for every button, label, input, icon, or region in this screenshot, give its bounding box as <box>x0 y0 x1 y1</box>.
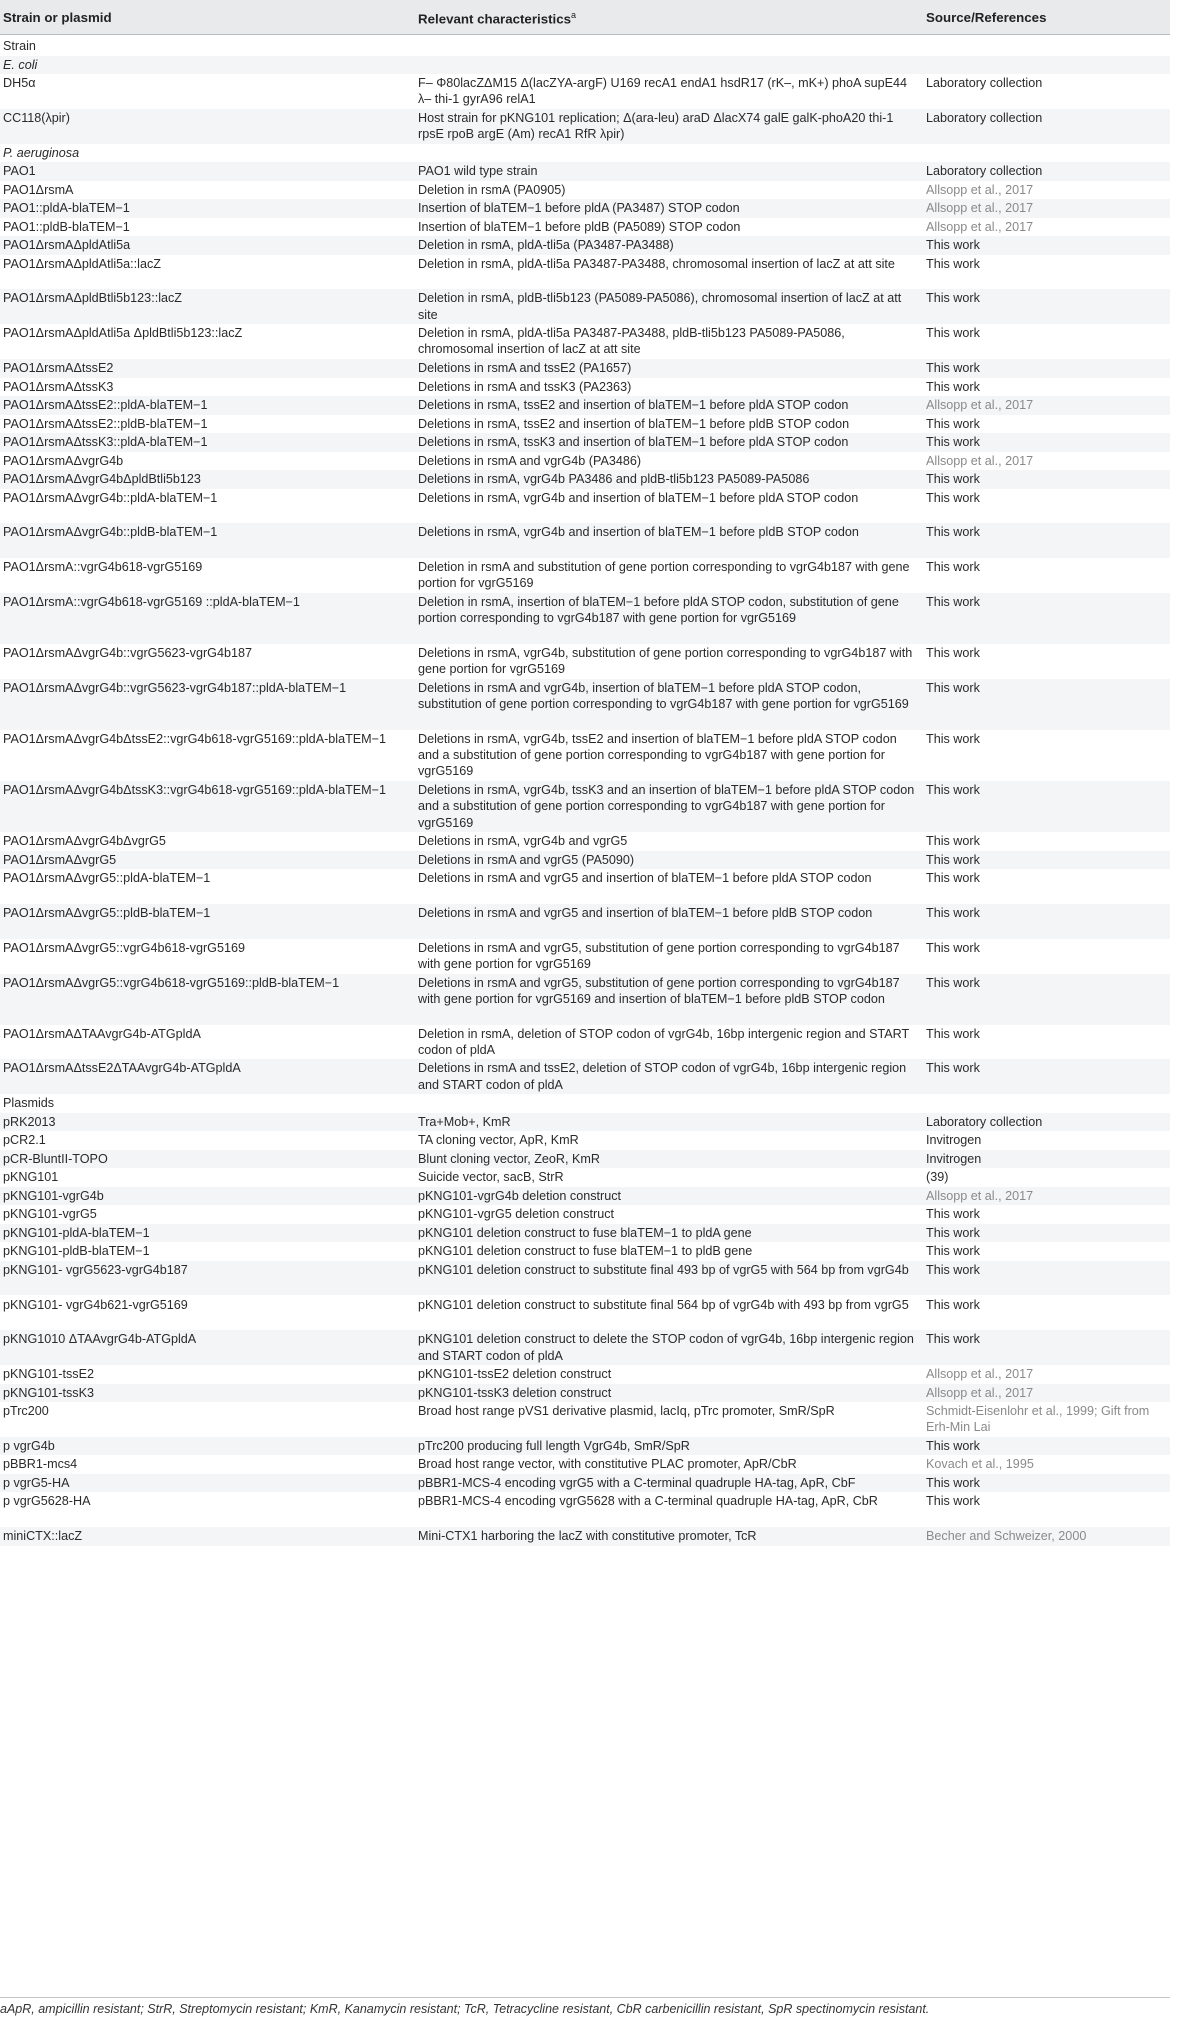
table-row <box>0 781 1170 832</box>
strain-name-cell: PAO1::pldB-blaTEM−1 <box>3 219 130 234</box>
strain-name-cell: CC118(λpir) <box>3 110 70 125</box>
table-row <box>0 1437 1170 1456</box>
characteristics-cell: Deletions in rsmA and tssK3 (PA2363) <box>418 379 632 394</box>
source-cell: Allsopp et al., 2017 <box>926 1188 1034 1203</box>
characteristics-cell: Deletions in rsmA and vgrG5 and insertion of blaTEM−1 before pldB STOP codon <box>418 905 873 920</box>
table-row <box>0 1365 1170 1384</box>
strain-name-cell: PAO1ΔrsmAΔvgrG5::pldA-blaTEM−1 <box>3 871 211 886</box>
source-cell: Allsopp et al., 2017 <box>926 182 1034 197</box>
table-row <box>0 1492 1170 1527</box>
source-cell: Becher and Schweizer, 2000 <box>926 1529 1087 1544</box>
table-row <box>0 679 1170 730</box>
characteristics-cell: Deletions in rsmA and vgrG5, substitution of gene portion corresponding to vgrG4b187 with gene portion for vgrG5169 and insertion of blaTEM−1 before pldB STOP codon <box>418 975 900 1006</box>
strain-name-cell: PAO1 <box>3 164 36 179</box>
strain-name-cell: p vgrG5-HA <box>3 1475 70 1490</box>
source-cell: (39) <box>926 1170 949 1185</box>
strain-name-cell: pKNG101-vgrG5 <box>3 1207 97 1222</box>
strain-name-cell: pCR-BluntII-TOPO <box>3 1151 108 1166</box>
table-row <box>0 523 1170 558</box>
strain-name-cell: PAO1ΔrsmAΔvgrG4b <box>3 453 124 468</box>
table-row <box>0 1242 1170 1261</box>
strain-name-cell: p vgrG4b <box>3 1438 55 1453</box>
source-cell: This work <box>926 905 980 920</box>
table-row <box>0 1150 1170 1169</box>
strain-name-cell: PAO1ΔrsmAΔvgrG5 <box>3 852 117 867</box>
header-characteristics-label: Relevant characteristics <box>418 11 571 27</box>
table-row <box>0 593 1170 644</box>
source-cell: Schmidt-Eisenlohr et al., 1999; Gift from Erh-Min Lai <box>926 1404 1150 1435</box>
strain-name-cell: PAO1ΔrsmAΔtssE2::pldB-blaTEM−1 <box>3 416 208 431</box>
header-source: Source/References <box>926 10 1047 25</box>
source-cell: Allsopp et al., 2017 <box>926 219 1034 234</box>
table-row <box>0 489 1170 524</box>
table-row <box>0 218 1170 237</box>
characteristics-cell: Deletion in rsmA (PA0905) <box>418 182 566 197</box>
source-cell: Laboratory collection <box>926 1114 1043 1129</box>
strain-name-cell: PAO1ΔrsmAΔvgrG4bΔvgrG5 <box>3 834 166 849</box>
table-row <box>0 378 1170 397</box>
source-cell: This work <box>926 834 980 849</box>
strain-name-cell: p vgrG5628-HA <box>3 1494 91 1509</box>
strain-name-cell: PAO1ΔrsmAΔtssE2ΔTAAvgrG4b-ATGpldA <box>3 1061 241 1076</box>
characteristics-cell: Deletions in rsmA and tssE2 (PA1657) <box>418 361 632 375</box>
strain-name-cell: PAO1ΔrsmAΔpldAtli5a <box>3 238 131 253</box>
source-cell: Invitrogen <box>926 1133 982 1148</box>
table-row <box>0 1059 1170 1094</box>
table-row <box>0 433 1170 452</box>
strain-name-cell: pRK2013 <box>3 1114 56 1129</box>
strain-name-cell: PAO1ΔrsmAΔtssE2 <box>3 361 114 375</box>
characteristics-cell: Broad host range vector, with constitutive PLAC promoter, ApR/CbR <box>418 1457 797 1472</box>
strain-name-cell: pBBR1-mcs4 <box>3 1457 78 1472</box>
characteristics-cell: pKNG101 deletion construct to fuse blaTEM−1 to pldA gene <box>418 1225 752 1240</box>
table-row <box>0 109 1170 144</box>
characteristics-cell: Deletions in rsmA and tssE2, deletion of STOP codon of vgrG4b, 16bp intergenic region and START codon of pldA <box>418 1061 907 1092</box>
characteristics-cell: Deletions in rsmA and vgrG4b (PA3486) <box>418 453 642 468</box>
strain-name-cell: pKNG101- vgrG5623-vgrG4b187 <box>3 1262 188 1277</box>
table-footnote: aApR, ampicillin resistant; StrR, Streptomycin resistant; KmR, Kanamycin resistant; TcR, Tetracycline resistant, CbR carbenicillin resistant, SpR spectinomycin resistant. <box>0 1997 1170 2016</box>
strain-name-cell: PAO1ΔrsmAΔvgrG5::pldB-blaTEM−1 <box>3 905 211 920</box>
source-cell: This work <box>926 1262 980 1277</box>
strain-name-cell: PAO1ΔrsmAΔvgrG4b::vgrG5623-vgrG4b187 <box>3 646 252 660</box>
characteristics-cell: TA cloning vector, ApR, KmR <box>418 1133 579 1148</box>
section-label: Plasmids <box>3 1096 55 1111</box>
characteristics-cell: Deletion in rsmA, pldA-tli5a PA3487-PA3488, pldB-tli5b123 PA5089-PA5086, chromosomal insertion of lacZ at att site <box>418 326 845 357</box>
table-row <box>0 730 1170 781</box>
table-row <box>0 415 1170 434</box>
source-cell: This work <box>926 525 980 540</box>
characteristics-cell: Deletions in rsmA and vgrG4b, insertion of blaTEM−1 before pldA STOP codon, substitution of gene portion corresponding to vgrG4b187 with gene portion for vgrG5169 <box>418 680 909 712</box>
source-cell: This work <box>926 731 980 746</box>
section-row <box>0 56 1170 75</box>
table-row <box>0 289 1170 324</box>
source-cell: This work <box>926 1332 980 1347</box>
characteristics-cell: Deletions in rsmA, tssE2 and insertion of blaTEM−1 before pldA STOP codon <box>418 398 849 412</box>
characteristics-cell: Mini-CTX1 harboring the lacZ with constitutive promoter, TcR <box>418 1529 757 1544</box>
source-cell: Invitrogen <box>926 1151 982 1166</box>
characteristics-cell: Deletions in rsmA, vgrG4b, tssK3 and an insertion of blaTEM−1 before pldA STOP codon and a substitution of gene portion corresponding to vgrG4b187 with gene portion for vgrG5169 <box>418 783 915 830</box>
characteristics-cell: pKNG101 deletion construct to fuse blaTEM−1 to pldB gene <box>418 1244 753 1259</box>
source-cell: Kovach et al., 1995 <box>926 1457 1034 1472</box>
characteristics-cell: PAO1 wild type strain <box>418 164 538 179</box>
characteristics-cell: Tra+Mob+, KmR <box>418 1114 511 1129</box>
source-cell: This work <box>926 291 980 306</box>
section-label: P. aeruginosa <box>3 145 80 160</box>
characteristics-cell: Deletions in rsmA, vgrG4b PA3486 and pldB-tli5b123 PA5089-PA5086 <box>418 472 810 486</box>
characteristics-cell: pBBR1-MCS-4 encoding vgrG5 with a C-terminal quadruple HA-tag, ApR, CbF <box>418 1475 856 1490</box>
table-row <box>0 74 1170 109</box>
strain-name-cell: PAO1ΔrsmAΔpldAtli5a::lacZ <box>3 256 161 271</box>
table-row <box>0 452 1170 471</box>
strain-name-cell: PAO1ΔrsmAΔvgrG4bΔtssE2::vgrG4b618-vgrG5169::pldA-blaTEM−1 <box>3 731 387 746</box>
strain-name-cell: pTrc200 <box>3 1404 49 1419</box>
strain-name-cell: PAO1ΔrsmAΔTAAvgrG4b-ATGpldA <box>3 1026 201 1041</box>
table-row <box>0 1131 1170 1150</box>
characteristics-cell: Deletions in rsmA and vgrG5, substitution of gene portion corresponding to vgrG4b187 with gene portion for vgrG5169 <box>418 940 900 971</box>
characteristics-cell: pKNG101-tssK3 deletion construct <box>418 1385 612 1400</box>
source-cell: This work <box>926 1061 980 1076</box>
section-label: Strain <box>3 39 36 53</box>
source-cell: This work <box>926 680 980 695</box>
table-row <box>0 1224 1170 1243</box>
section-row <box>0 1094 1170 1113</box>
table-row <box>0 869 1170 904</box>
table-row <box>0 1474 1170 1493</box>
table-row <box>0 1402 1170 1437</box>
table-row <box>0 1113 1170 1132</box>
strain-name-cell: miniCTX::lacZ <box>3 1529 83 1544</box>
strain-name-cell: PAO1ΔrsmAΔpldAtli5a ΔpldBtli5b123::lacZ <box>3 326 243 341</box>
source-cell: This work <box>926 1207 980 1222</box>
strain-name-cell: PAO1ΔrsmAΔvgrG5::vgrG4b618-vgrG5169::pldB-blaTEM−1 <box>3 975 340 990</box>
source-cell: This work <box>926 1475 980 1490</box>
table-row <box>0 1025 1170 1060</box>
characteristics-cell: Deletions in rsmA, vgrG4b, tssE2 and insertion of blaTEM−1 before pldA STOP codon and a substitution of gene portion corresponding to vgrG4b187 with gene portion for vgrG5169 <box>418 731 897 779</box>
strain-name-cell: PAO1ΔrsmAΔpldBtli5b123::lacZ <box>3 291 182 306</box>
strain-name-cell: pKNG101- vgrG4b621-vgrG5169 <box>3 1297 188 1312</box>
table-row <box>0 1205 1170 1224</box>
header-characteristics <box>418 10 576 26</box>
characteristics-cell: pKNG101-tssE2 deletion construct <box>418 1367 612 1382</box>
source-cell: This work <box>926 490 980 505</box>
source-cell: This work <box>926 1026 980 1041</box>
strain-name-cell: PAO1ΔrsmAΔvgrG4bΔtssK3::vgrG4b618-vgrG5169::pldA-blaTEM−1 <box>3 783 387 797</box>
characteristics-cell: Insertion of blaTEM−1 before pldB (PA5089) STOP codon <box>418 219 741 234</box>
source-cell: Laboratory collection <box>926 76 1043 90</box>
strain-name-cell: PAO1ΔrsmAΔtssK3::pldA-blaTEM−1 <box>3 435 208 449</box>
characteristics-cell: Deletions in rsmA, tssK3 and insertion of blaTEM−1 before pldA STOP codon <box>418 435 849 449</box>
section-row <box>0 144 1170 163</box>
source-cell: This work <box>926 1225 980 1240</box>
source-cell: Laboratory collection <box>926 164 1043 179</box>
table-row <box>0 1455 1170 1474</box>
strain-name-cell: PAO1ΔrsmAΔvgrG4b::pldB-blaTEM−1 <box>3 525 218 540</box>
source-cell: This work <box>926 238 980 253</box>
strain-name-cell: PAO1ΔrsmA::vgrG4b618-vgrG5169 <box>3 560 203 575</box>
table-row <box>0 558 1170 593</box>
characteristics-cell: Deletions in rsmA and vgrG5 (PA5090) <box>418 852 635 867</box>
section-row <box>0 37 1170 56</box>
characteristics-cell: Deletions in rsmA, vgrG4b and insertion of blaTEM−1 before pldA STOP codon <box>418 490 859 505</box>
table-row <box>0 199 1170 218</box>
characteristics-cell: pKNG101-vgrG5 deletion construct <box>418 1207 615 1222</box>
characteristics-cell: pTrc200 producing full length VgrG4b, SmR/SpR <box>418 1438 690 1453</box>
characteristics-cell: Broad host range pVS1 derivative plasmid, lacIq, pTrc promoter, SmR/SpR <box>418 1404 835 1419</box>
source-cell: This work <box>926 1494 980 1509</box>
source-cell: Allsopp et al., 2017 <box>926 1385 1034 1400</box>
table-row <box>0 939 1170 974</box>
source-cell: Allsopp et al., 2017 <box>926 201 1034 216</box>
section-label: E. coli <box>3 57 38 72</box>
table-row <box>0 1384 1170 1403</box>
characteristics-cell: Host strain for pKNG101 replication; Δ(ara-leu) araD ΔlacX74 galE galK-phoA20 thi-1 rpsE rpoB argE (Am) recA1 RfR λpir) <box>418 110 894 142</box>
characteristics-cell: Deletions in rsmA, vgrG4b, substitution of gene portion corresponding to vgrG4b187 with gene portion for vgrG5169 <box>418 646 913 677</box>
table-row <box>0 470 1170 489</box>
strain-name-cell: pKNG101-pldB-blaTEM−1 <box>3 1244 150 1259</box>
header-footnote-marker: a <box>571 10 577 20</box>
table-row <box>0 851 1170 870</box>
characteristics-cell: pKNG101 deletion construct to substitute final 564 bp of vgrG4b with 493 bp from vgrG5 <box>418 1297 909 1312</box>
table-row <box>0 1527 1170 1546</box>
strain-name-cell: pCR2.1 <box>3 1133 46 1148</box>
source-cell: This work <box>926 416 980 431</box>
strain-name-cell: pKNG101-tssE2 <box>3 1367 94 1382</box>
source-cell: This work <box>926 1438 980 1453</box>
table-row <box>0 644 1170 679</box>
source-cell: This work <box>926 1297 980 1312</box>
characteristics-cell: Deletion in rsmA, pldB-tli5b123 (PA5089-PA5086), chromosomal insertion of lacZ at att site <box>418 291 902 322</box>
table-row <box>0 1261 1170 1296</box>
strain-name-cell: pKNG1010 ΔTAAvgrG4b-ATGpldA <box>3 1332 197 1347</box>
strain-name-cell: PAO1ΔrsmAΔvgrG4b::pldA-blaTEM−1 <box>3 490 218 505</box>
characteristics-cell: pKNG101 deletion construct to substitute final 493 bp of vgrG5 with 564 bp from vgrG4b <box>418 1262 909 1277</box>
table-row <box>0 1296 1170 1331</box>
characteristics-cell: Deletion in rsmA, deletion of STOP codon of vgrG4b, 16bp intergenic region and START codon of pldA <box>418 1026 909 1057</box>
strain-name-cell: DH5α <box>3 76 36 90</box>
source-cell: Allsopp et al., 2017 <box>926 398 1034 412</box>
source-cell: This work <box>926 940 980 955</box>
strain-name-cell: pKNG101-tssK3 <box>3 1385 94 1400</box>
source-cell: This work <box>926 472 980 486</box>
source-cell: This work <box>926 326 980 341</box>
characteristics-cell: pKNG101-vgrG4b deletion construct <box>418 1188 622 1203</box>
characteristics-cell: F– Φ80lacZΔM15 Δ(lacZYA-argF) U169 recA1 endA1 hsdR17 (rK–, mK+) phoA supE44 λ– thi-1 gyrA96 relA1 <box>418 76 907 107</box>
source-cell: This work <box>926 560 980 575</box>
source-cell: This work <box>926 852 980 867</box>
characteristics-cell: Deletion in rsmA, insertion of blaTEM−1 before pldA STOP codon, substitution of gene portion corresponding to vgrG4b187 with gene portion for vgrG5169 <box>418 594 899 626</box>
characteristics-cell: Blunt cloning vector, ZeoR, KmR <box>418 1151 600 1166</box>
characteristics-cell: Deletions in rsmA, vgrG4b and insertion of blaTEM−1 before pldB STOP codon <box>418 525 859 540</box>
source-cell: This work <box>926 361 980 375</box>
strain-name-cell: PAO1ΔrsmA <box>3 182 74 197</box>
source-cell: This work <box>926 594 980 609</box>
source-cell: This work <box>926 646 980 660</box>
strain-name-cell: PAO1ΔrsmAΔtssE2::pldA-blaTEM−1 <box>3 398 208 412</box>
characteristics-cell: Deletion in rsmA, pldA-tli5a (PA3487-PA3488) <box>418 238 674 253</box>
header-strain: Strain or plasmid <box>3 10 112 25</box>
source-cell: This work <box>926 435 980 449</box>
table-row <box>0 1187 1170 1206</box>
source-cell: This work <box>926 1244 980 1259</box>
table-row <box>0 1330 1170 1365</box>
source-cell: This work <box>926 783 980 797</box>
strain-name-cell: pKNG101-vgrG4b <box>3 1188 104 1203</box>
table-row <box>0 181 1170 200</box>
source-cell: This work <box>926 975 980 990</box>
strain-name-cell: PAO1ΔrsmAΔvgrG4bΔpldBtli5b123 <box>3 472 201 486</box>
source-cell: Allsopp et al., 2017 <box>926 1367 1034 1382</box>
table-row <box>0 359 1170 378</box>
table-row <box>0 255 1170 290</box>
characteristics-cell: Deletions in rsmA and vgrG5 and insertion of blaTEM−1 before pldA STOP codon <box>418 871 872 886</box>
strain-name-cell: pKNG101-pldA-blaTEM−1 <box>3 1225 150 1240</box>
table-row <box>0 832 1170 851</box>
table-row <box>0 974 1170 1025</box>
characteristics-cell: Insertion of blaTEM−1 before pldA (PA3487) STOP codon <box>418 201 740 216</box>
table-row <box>0 236 1170 255</box>
strain-name-cell: PAO1ΔrsmAΔtssK3 <box>3 379 114 394</box>
strain-name-cell: PAO1ΔrsmA::vgrG4b618-vgrG5169 ::pldA-blaTEM−1 <box>3 594 300 609</box>
table-row <box>0 1168 1170 1187</box>
table-header-row <box>0 0 1170 35</box>
table-row <box>0 324 1170 359</box>
characteristics-cell: Deletions in rsmA, tssE2 and insertion of blaTEM−1 before pldB STOP codon <box>418 416 850 431</box>
characteristics-cell: Suicide vector, sacB, StrR <box>418 1170 564 1185</box>
table-row <box>0 162 1170 181</box>
strain-name-cell: PAO1ΔrsmAΔvgrG5::vgrG4b618-vgrG5169 <box>3 940 245 955</box>
strain-name-cell: pKNG101 <box>3 1170 59 1185</box>
source-cell: This work <box>926 871 980 886</box>
characteristics-cell: Deletion in rsmA, pldA-tli5a PA3487-PA3488, chromosomal insertion of lacZ at att site <box>418 256 895 271</box>
table-row <box>0 396 1170 415</box>
source-cell: Allsopp et al., 2017 <box>926 453 1034 468</box>
source-cell: Laboratory collection <box>926 110 1043 125</box>
source-cell: This work <box>926 379 980 394</box>
strain-name-cell: PAO1::pldA-blaTEM−1 <box>3 201 130 216</box>
strain-name-cell: PAO1ΔrsmAΔvgrG4b::vgrG5623-vgrG4b187::pldA-blaTEM−1 <box>3 680 347 695</box>
characteristics-cell: pKNG101 deletion construct to delete the STOP codon of vgrG4b, 16bp intergenic region and START codon of pldA <box>418 1332 914 1363</box>
characteristics-cell: pBBR1-MCS-4 encoding vgrG5628 with a C-terminal quadruple HA-tag, ApR, CbR <box>418 1494 878 1509</box>
source-cell: This work <box>926 256 980 271</box>
characteristics-cell: Deletion in rsmA and substitution of gene portion corresponding to vgrG4b187 with gene portion for vgrG5169 <box>418 560 910 591</box>
table-row <box>0 904 1170 939</box>
characteristics-cell: Deletions in rsmA, vgrG4b and vgrG5 <box>418 834 628 849</box>
